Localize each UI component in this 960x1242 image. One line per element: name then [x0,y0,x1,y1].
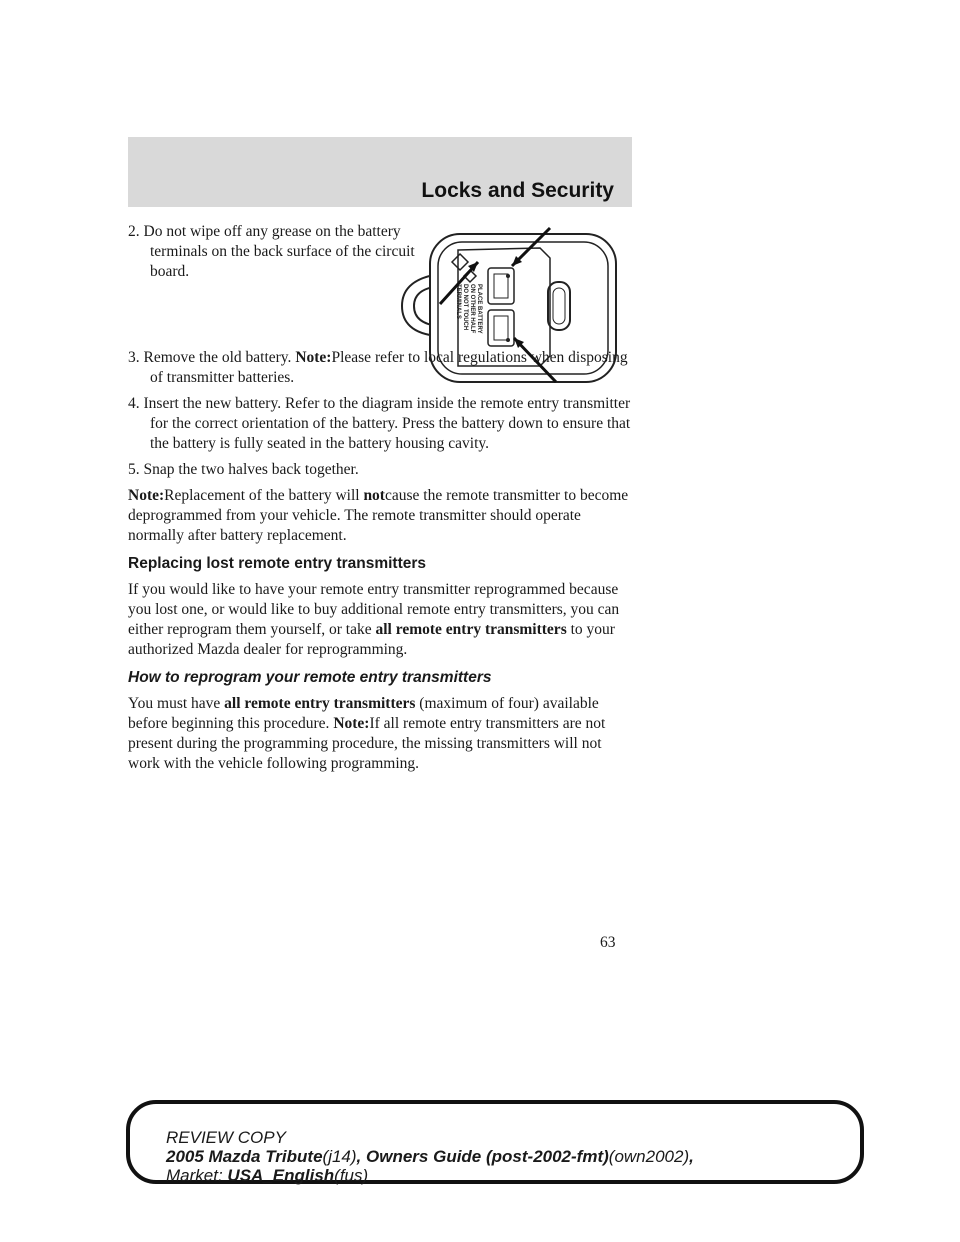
page-number: 63 [600,934,616,951]
page-content [128,222,632,782]
heading-how-to-reprogram: How to reprogram your remote entry transmitters [128,669,492,686]
paragraph-replacing: If you would like to have your remote entry transmitter reprogrammed because you lost one, or would like to buy additional remote entry transmitters, you can either reprogram them yourself, or take all remote entry transmitters to your authorized Mazda dealer for reprogramming. [128,581,620,658]
step-5: 5. Snap the two halves back together. [128,461,359,478]
diagram-label-4: TERMINALS [455,284,461,319]
heading-replacing-lost: Replacing lost remote entry transmitters [128,555,427,572]
step-2: 2. Do not wipe off any grease on the battery terminals on the back surface of the circuit board. [128,223,415,280]
diagram-label-3: DO NOT TOUCH [462,284,468,331]
header-bar [128,137,632,207]
review-footer [126,1100,864,1184]
review-copy-label: REVIEW COPY [166,1128,286,1147]
step-3-note-label: Note: [295,349,332,366]
diagram-label-2: ON OTHER HALF [469,284,475,334]
footer-model-line: 2005 Mazda Tribute(j14), Owners Guide (post-2002-fmt)(own2002), [166,1147,694,1166]
step-3: 3. Remove the old battery. Note:Please refer to local regulations when disposing of transmitter batteries. [128,349,628,386]
diagram-label-1: PLACE BATTERY [476,284,482,334]
note-paragraph: Note:Replacement of the battery will notcause the remote transmitter to become deprogrammed from your vehicle. The remote transmitter should operate normally after battery replacement. [128,487,629,544]
paragraph-reprogram: You must have all remote entry transmitters (maximum of four) available before beginning this procedure. Note:If all remote entry transmitters are not present during the programming procedure, the missing transmitters will not work with the vehicle following programming. [128,695,606,772]
step-4: 4. Insert the new battery. Refer to the diagram inside the remote entry transmitter for the correct orientation of the battery. Press the battery down to ensure that the battery is fully seated in the battery housing cavity. [128,395,631,452]
section-title: Locks and Security [421,179,614,202]
footer-market-line: Market: USA_English(fus) [166,1166,369,1185]
